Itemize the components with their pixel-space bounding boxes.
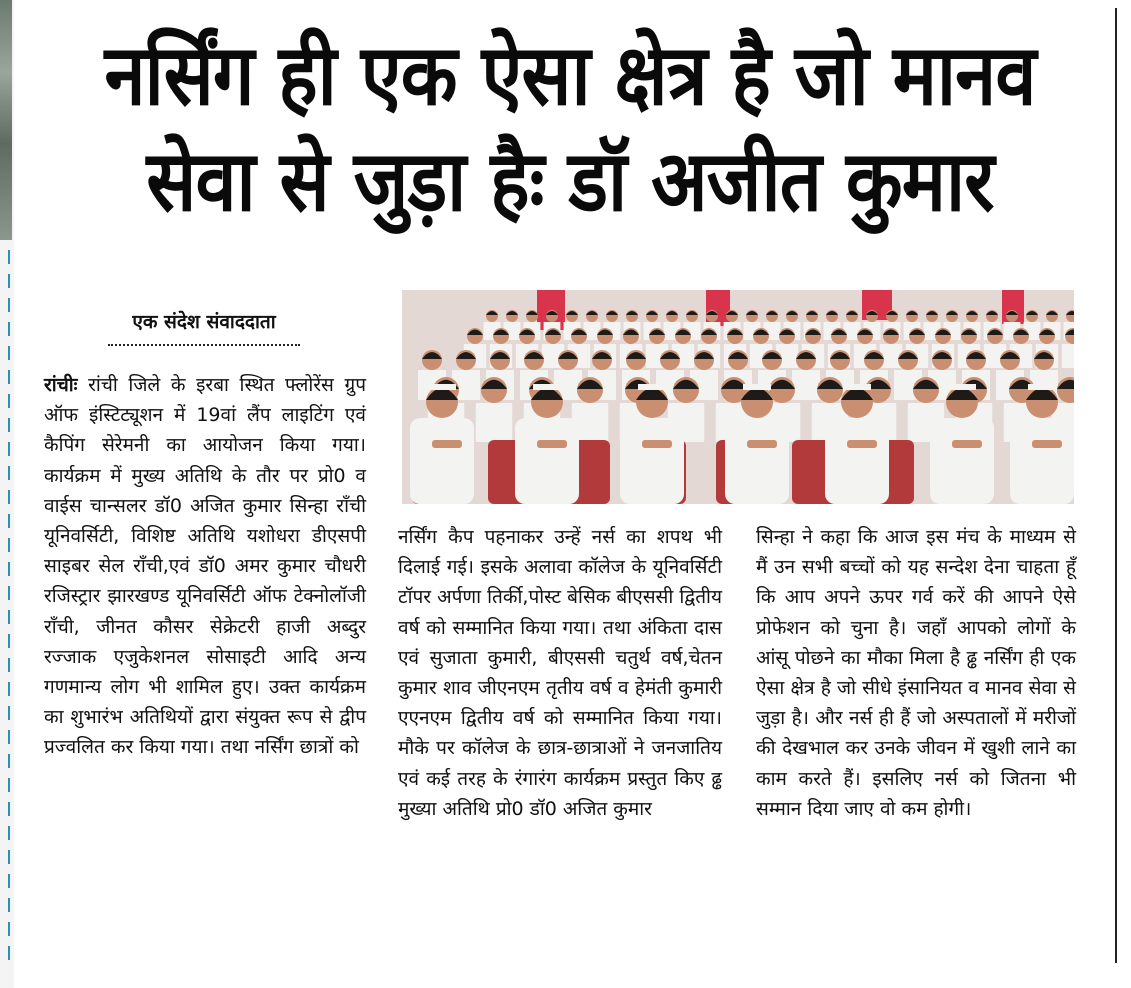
column-rule (1115, 8, 1117, 963)
left-page-edge (0, 0, 14, 988)
nurse-cap (948, 384, 976, 390)
headline (104, 22, 1037, 234)
nurse-raised-hand (952, 440, 982, 448)
article-column-2: नर्सिंग कैप पहनाकर उन्हें नर्स का शपथ भी दिलाई गई। इसके अलावा कॉलेज के यूनिवर्सिटी टॉपर अर्पणा तिर्की,पोस्ट बेसिक बीएससी द्वितीय वर्ष को सम्मानित किया गया। तथा अंकिता दास एवं सुजाता कुमारी, बीएससी चतुर्थ वर्ष,चेतन कुमार शाव जीएनएम तृतीय वर्ष व हेमंती कुमारी एएनएम द्वितीय वर्ष को सम्मानित किया गया। मौके पर कॉलेज के छात्र-छात्राओं ने जनजातिय एवं कई तरह के रंगारंग कार्यक्रम प्रस्तुत किए ढ्ढ मुख्या अतिथि प्रो0 डॉ0 अजित कुमार (398, 526, 722, 820)
nurse-body (1062, 344, 1074, 368)
front-nurse-body (410, 418, 474, 504)
front-nurse-body (515, 418, 579, 504)
column-1-text: रांची जिले के इरबा स्थित फ्लोरेंस ग्रुप ऑफ इंस्टिट्यूशन में 19वां लैंप लाइटिंग एवं कैपिंग सेरेमनी का आयोजन किया गया।कार्यक्रम में मुख्य अतिथि के तौर पर प्रो0 व वाईस चान्सलर डॉ0 अजित कुमार सिन्हा राँची यूनिवर्सिटी, विशिष्ट अतिथि यशोधरा डीएसपी साइबर सेल राँची,एवं डॉ0 अमर कुमार चौधरी रजिस्ट्रार झारखण्ड यूनिवर्सिटी ऑफ टेक्नोलॉजी राँची, जीनत कौसर सेक्रेटरी हाजी अब्दुर रज्जाक एजुकेशनल सोसाइटी आदि अन्य गणमान्य लोग भी शामिल हुए। उक्त कार्यक्रम का शुभारंभ अतिथियों द्वारा संयुक्त रूप से द्वीप प्रज्वलित कर किया गया। तथा नर्सिंग छात्रों को (44, 374, 366, 759)
front-nurse-body (1010, 418, 1074, 504)
byline-rule (108, 344, 300, 346)
photo-illustration (402, 290, 1074, 504)
nurse-cap (533, 384, 561, 390)
article-column-3: सिन्हा ने कहा कि आज इस मंच के माध्यम से मैं उन सभी बच्चों को यह सन्देश देना चाहता हूँ कि आप अपने ऊपर गर्व करें की आपने ऐसे प्रोफेशन को चुना है। जहाँ आपको लोगों के आंसू पोछने का मौका मिला है ढ्ढ नर्सिंग ही एक ऐसा क्षेत्र है जो सीधे इंसानियत व मानव सेवा से जुड़ा है। और नर्स ही हैं जो अस्पतालों में मरीजों की देखभाल कर उनके जीवन में खुशी लाने का काम करते हैं। इसलिए नर्स को जितना भी सम्मान दिया जाए वो कम होगी। (756, 526, 1076, 820)
nurse-cap (428, 384, 456, 390)
front-nurse-body (930, 418, 994, 504)
nurse-body (476, 403, 512, 442)
nurse-raised-hand (747, 440, 777, 448)
headline-line-1: नर्सिंग ही एक ऐसा क्षेत्र है जो मानव (104, 26, 1036, 124)
column-divider (8, 250, 10, 970)
nurse-raised-hand (537, 440, 567, 448)
nurse-cap (743, 384, 771, 390)
front-nurse-body (620, 418, 684, 504)
nurse-cap (638, 384, 666, 390)
dateline: रांचीः (44, 374, 78, 396)
article-column-1 (44, 370, 366, 763)
headline-line-2: सेवा से जुड़ा हैः डॉ अजीत कुमार (146, 132, 994, 230)
nurse-cap (1028, 384, 1056, 390)
nurse-raised-hand (847, 440, 877, 448)
nurse-raised-hand (432, 440, 462, 448)
nurse-body (792, 370, 820, 400)
nurse-cap (843, 384, 871, 390)
nursing-ceremony-photo (402, 290, 1074, 504)
adjacent-photo-edge (0, 0, 12, 240)
byline: एक संदेश संवाददाता (132, 311, 276, 333)
front-nurse-body (825, 418, 889, 504)
nurse-raised-hand (642, 440, 672, 448)
right-page-edge (1115, 0, 1131, 988)
nurse-raised-hand (1032, 440, 1062, 448)
front-nurse-body (725, 418, 789, 504)
